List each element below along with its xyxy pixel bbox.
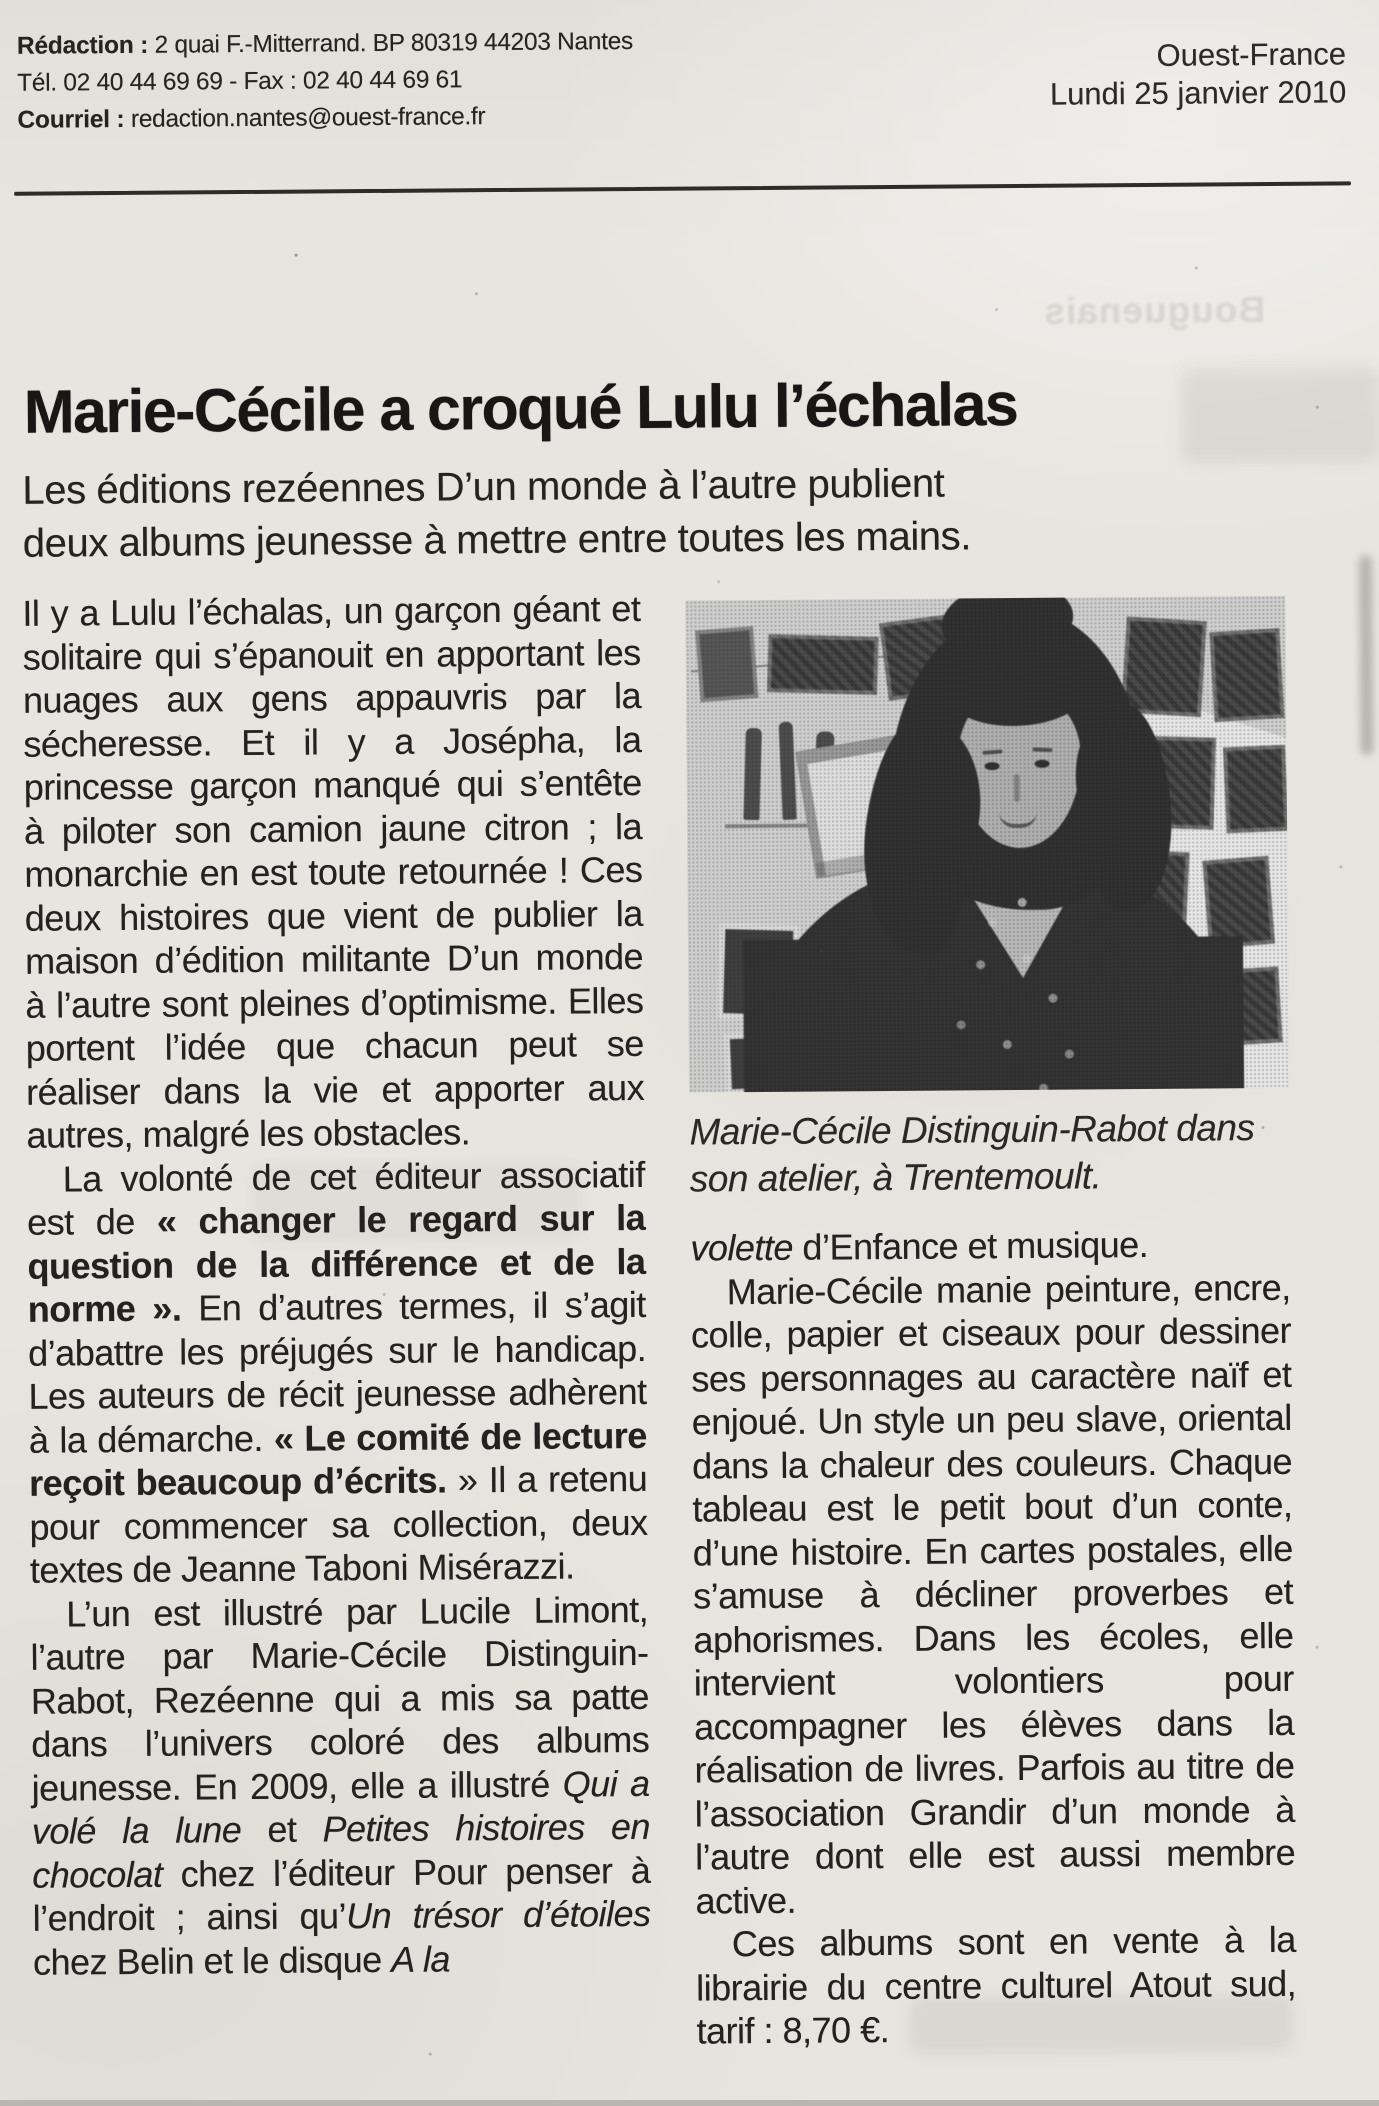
paragraph: Il y a Lulu l’échalas, un garçon géant et solitaire qui s’épanouit en apportant les nuages aux gens appauvris par la sécheresse. Et il y a Josépha, la princesse garçon manqué qui s’entête à piloter son camion jaune citron ; la monarchie en est toute retournée ! Ces deux histoires que vient de publier la maison d’édition militante D’un monde à l’autre sont pleines d’optimisme. Elles portent l’idée que chacun peut se réaliser dans la vie et apporter aux autres, malgré les obstacles. xyxy=(22,587,645,1156)
photo-figurine xyxy=(779,722,797,821)
photo-figurine xyxy=(743,728,761,820)
portrait-nose xyxy=(1014,774,1020,802)
masthead-edition-block xyxy=(1049,35,1346,113)
portrait-brow xyxy=(1032,747,1052,752)
article-column-left xyxy=(22,587,651,1984)
photo-illustration xyxy=(685,596,1289,1093)
postcard-shape xyxy=(1209,628,1284,722)
portrait-garment-body xyxy=(743,936,1244,1092)
postcard-shape xyxy=(1202,856,1275,949)
masthead-email-label: Courriel : xyxy=(17,105,125,134)
article-column-right xyxy=(685,596,1296,2053)
masthead-contact-block xyxy=(17,23,634,139)
paragraph: Marie-Cécile manie peinture, encre, colle, papier et ciseaux pour dessiner ses personnages au caractère naïf et enjoué. Un style un peu slave, oriental dans la chaleur des couleurs. Chaque tableau est le petit bout d’un conte, d’une histoire. En cartes postales, elle s’amuse à décliner proverbes et aphorismes. Dans les écoles, elle intervient volontiers pour accompagner les élèves dans la réalisation de livres. Parfois au titre de l’association Grandir d’un monde à l’autre dont elle est aussi membre active. xyxy=(690,1266,1296,1922)
paper-name: Ouest-France xyxy=(1156,36,1347,73)
article-subtitle-line2: deux albums jeunesse à mettre entre toutes les mains. xyxy=(22,514,972,566)
scan-speckles xyxy=(295,254,298,257)
photo-caption-line1: Marie-Cécile Distinguin-Rabot dans xyxy=(689,1107,1255,1153)
photo-wall-card xyxy=(695,626,758,702)
postcard-shape xyxy=(1121,616,1207,717)
paragraph: La volonté de cet éditeur associatif est de « changer le regard sur la question de la différence et de la norme ». En d’autres termes, il s’agit d’abattre les préjugés sur le handicap. Les auteurs de récit jeunesse adhèrent à la démarche. « Le comité de lecture reçoit beaucoup d’écrits. » Il a retenu pour commencer sa collection, deux textes de Jeanne Taboni Misérazzi. xyxy=(26,1153,648,1591)
issue-date: Lundi 25 janvier 2010 xyxy=(1049,74,1347,112)
masthead-address-label: Rédaction : xyxy=(16,31,149,60)
scan-edge-smudge xyxy=(1359,555,1374,755)
portrait-eye xyxy=(1035,760,1050,768)
photo-caption xyxy=(689,1104,1290,1203)
postcard-shape xyxy=(767,634,879,695)
masthead-divider-rule xyxy=(14,181,1351,196)
masthead-tel-fax: Tél. 02 40 44 69 69 - Fax : 02 40 44 69 61 xyxy=(17,66,463,97)
paragraph: volette d’Enfance et musique. xyxy=(690,1223,1149,1269)
article-subtitle xyxy=(22,457,971,570)
paragraph: Ces albums sont en vente à la librairie du centre culturel Atout sud, tarif : 8,70 €. xyxy=(696,1918,1297,2052)
masthead-email: Courriel : redaction.nantes@ouest-france.fr xyxy=(17,103,486,134)
paragraph: L’un est illustré par Lucile Limont, l’autre par Marie-Cécile Distinguin-Rabot, Rezéenne qui a mis sa patte dans l’univers coloré des albums jeunesse. En 2009, elle a illustré Qui a volé la lune et Petites histoires en chocolat chez l’éditeur Pour penser à l’endroit ; ainsi qu’Un trésor d’étoiles chez Belin et le disque A la xyxy=(30,1588,651,1983)
postcard-shape xyxy=(1223,745,1289,834)
photo-caption-line2: son atelier, à Trentemoult. xyxy=(689,1155,1102,1200)
masthead-address: Rédaction : 2 quai F.-Mitterrand. BP 80319 44203 Nantes xyxy=(16,27,634,60)
ghost-showthrough-text: Bouguenais xyxy=(1043,289,1266,332)
portrait-blouse-dots xyxy=(1018,898,1027,907)
article-subtitle-line1: Les éditions rezéennes D’un monde à l’autre publient xyxy=(22,461,945,513)
ghost-showthrough-blob xyxy=(1180,367,1379,464)
article-headline: Marie-Cécile a croqué Lulu l’échalas xyxy=(23,369,1018,446)
article-photo xyxy=(685,596,1289,1093)
